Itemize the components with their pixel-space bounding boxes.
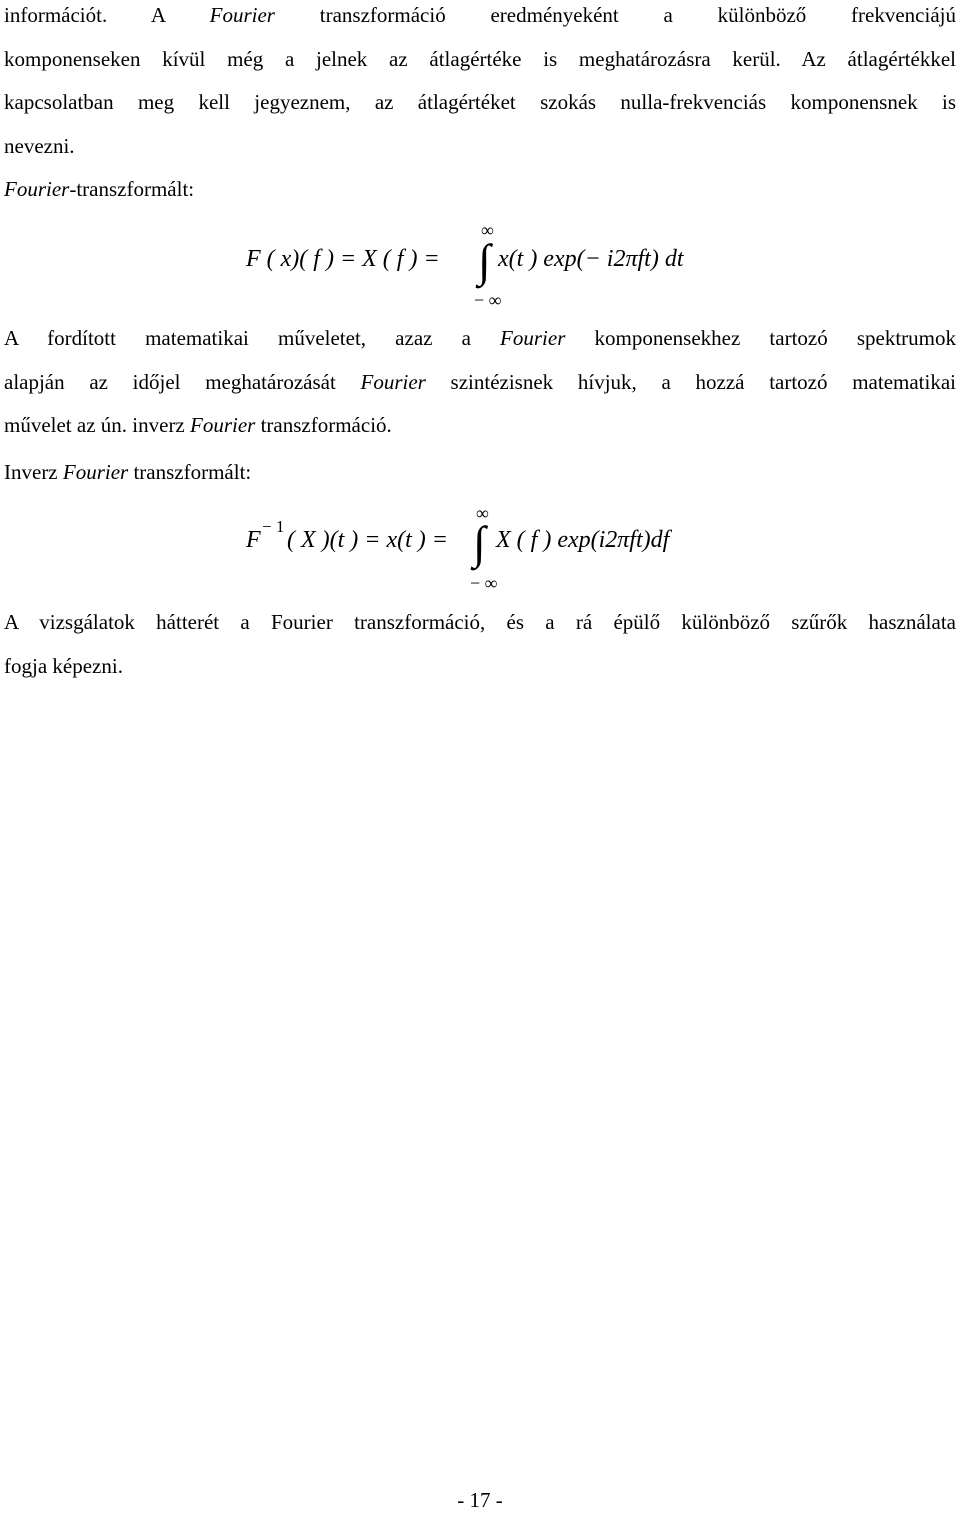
formula-fourier-transform [246,246,440,273]
integral-lower-limit: − ∞ [470,573,498,593]
heading-fourier-transform: Fourier-transzformált: [4,177,195,201]
text-line: információt. A Fourier transzformáció eredményeként a különböző frekvenciájú [4,3,956,27]
text-line: A fordított matematikai műveletet, azaz a Fourier komponensekhez tartozó spektrumok [4,326,957,350]
integral-lower-limit: − ∞ [474,290,502,310]
formula-integrand: x(t ) exp(− i2πft) dt [498,246,684,272]
integral-upper-limit: ∞ [481,220,494,240]
formula-inverse-lhs: F [246,527,261,553]
formula-lhs: F ( x)( f ) = X ( f ) = [246,246,440,272]
paragraph-conclusion [4,601,956,688]
formula-inverse-integrand: X ( f ) exp(i2πft)df [496,527,670,553]
text-line: fogja képezni. [4,653,123,678]
integral-sign: ∫ [473,517,486,568]
text-line: A vizsgálatok hátterét a Fourier transzformáció, és a rá épülő különböző szűrők használata [4,610,956,634]
formula-inverse-rest: ( X )(t ) = x(t ) = [287,527,448,553]
paragraph-intro [4,0,956,168]
integral-upper-limit: ∞ [476,503,489,523]
heading-inverse-fourier: Inverz Fourier transzformált: [4,460,252,484]
page-number: - 17 - [457,1488,503,1512]
text-line: nevezni. [4,133,75,158]
text-line: komponenseken kívül még a jelnek az átlagértéke is meghatározásra kerül. Az átlagértékkel [4,46,956,71]
integral-sign: ∫ [478,235,491,286]
text-line: alapján az időjel meghatározását Fourier szintézisnek hívjuk, a hozzá tartozó matematikai [4,369,956,394]
formula-inverse-exponent: − 1 [262,517,285,536]
text-line: művelet az ún. inverz Fourier transzformáció. [4,413,392,437]
paragraph-inverse-description [4,317,956,448]
text-line: kapcsolatban meg kell jegyeznem, az átlagértéket szokás nulla-frekvenciás komponensnek is [4,90,956,114]
